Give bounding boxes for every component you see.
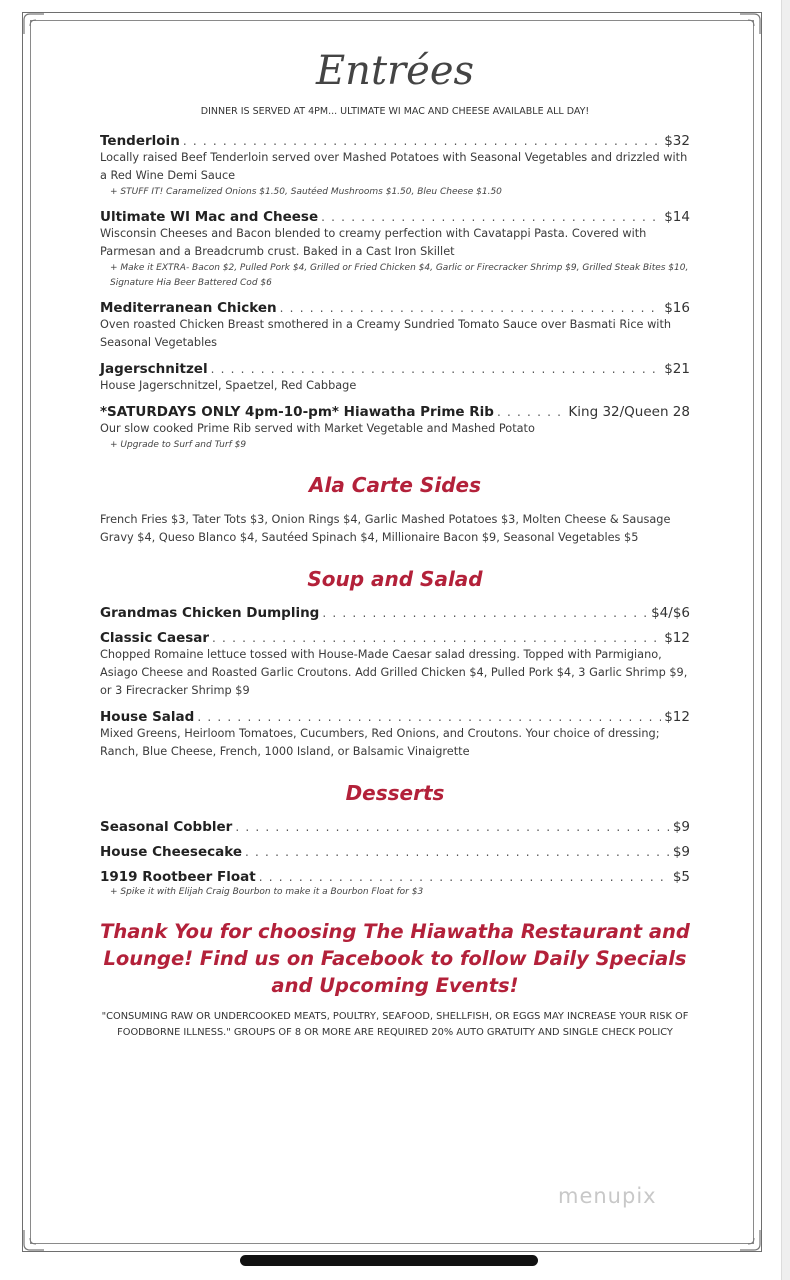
sides-list: French Fries $3, Tater Tots $3, Onion Rings $4, Garlic Mashed Potatoes $3, Molten Cheese & Sausage Gravy $4, Queso Blanco $4, Sautéed Spinach $4, Millionaire Bacon $9, Seasonal Vegetables $5 — [100, 513, 671, 544]
section-heading-desserts: Desserts — [345, 781, 445, 805]
leader-dots — [497, 405, 565, 419]
item-description: Wisconsin Cheeses and Bacon blended to creamy perfection with Cavatappi Pasta. Covered with Parmesan and a Breadcrumb crust. Baked in a Cast Iron Skillet — [100, 227, 647, 258]
menu-item — [100, 209, 690, 291]
item-name: Seasonal Cobbler — [100, 819, 233, 835]
item-name: House Salad — [100, 709, 195, 725]
menu-item — [100, 869, 690, 900]
leader-dots — [322, 606, 648, 620]
item-price: $32 — [664, 133, 690, 149]
menu-item — [100, 300, 690, 352]
page-title: Entrées — [315, 48, 475, 94]
item-name: *SATURDAYS ONLY 4pm-10-pm* Hiawatha Prime Rib — [100, 404, 494, 420]
serving-note: DINNER IS SERVED AT 4PM... ULTIMATE WI MAC AND CHEESE AVAILABLE ALL DAY! — [200, 106, 590, 117]
home-indicator[interactable] — [240, 1255, 538, 1266]
menu-item — [100, 404, 690, 453]
leader-dots — [211, 362, 662, 376]
item-name: 1919 Rootbeer Float — [100, 869, 256, 885]
item-price: $16 — [664, 300, 690, 316]
item-description: Chopped Romaine lettuce tossed with House-Made Caesar salad dressing. Topped with Parmigiano, Asiago Cheese and Roasted Garlic Croutons. Add Grilled Chicken $4, Pulled Pork $4, 3 Garlic Shrimp $9, or 3 Firecracker Shrimp $9 — [100, 648, 688, 697]
corner-ornament-icon — [738, 12, 762, 36]
menu-content — [100, 48, 690, 1041]
item-name: House Cheesecake — [100, 844, 242, 860]
leader-dots — [259, 870, 670, 884]
menu-item — [100, 819, 690, 835]
item-description: Oven roasted Chicken Breast smothered in a Creamy Sundried Tomato Sauce over Basmati Rice with Seasonal Vegetables — [100, 318, 672, 349]
item-price: $9 — [672, 844, 690, 860]
item-price: King 32/Queen 28 — [568, 404, 690, 420]
item-price: $14 — [664, 209, 690, 225]
item-addon: + Make it EXTRA- Bacon $2, Pulled Pork $4, Grilled or Fried Chicken $4, Garlic or Firecracker Shrimp $9, Grilled Steak Bites $10, Signature Hia Beer Battered Cod $6 — [110, 263, 689, 288]
menu-item — [100, 709, 690, 761]
corner-ornament-icon — [738, 1228, 762, 1252]
section-heading-sides: Ala Carte Sides — [309, 473, 481, 497]
item-description: Our slow cooked Prime Rib served with Market Vegetable and Mashed Potato — [100, 422, 535, 435]
item-description: Locally raised Beef Tenderloin served over Mashed Potatoes with Seasonal Vegetables and drizzled with a Red Wine Demi Sauce — [100, 151, 688, 182]
item-name: Ultimate WI Mac and Cheese — [100, 209, 319, 225]
corner-ornament-icon — [22, 12, 46, 36]
food-safety-disclaimer: "CONSUMING RAW OR UNDERCOOKED MEATS, POULTRY, SEAFOOD, SHELLFISH, OR EGGS MAY INCREASE YOUR RISK OF FOODBORNE ILLNESS." GROUPS OF 8 OR MORE ARE REQUIRED 20% AUTO GRATUITY AND SINGLE CHECK POLICY — [101, 1011, 689, 1038]
item-price: $4/$6 — [651, 605, 690, 621]
item-name: Grandmas Chicken Dumpling — [100, 605, 320, 621]
leader-dots — [197, 710, 661, 724]
thank-you-message: Thank You for choosing The Hiawatha Restaurant and Lounge! Find us on Facebook to follow Daily Specials and Upcoming Events! — [100, 920, 690, 997]
section-heading-soup-salad: Soup and Salad — [307, 567, 483, 591]
watermark-logo: menupix — [558, 1184, 657, 1208]
menu-item — [100, 133, 690, 200]
item-description: House Jagerschnitzel, Spaetzel, Red Cabbage — [100, 379, 357, 392]
leader-dots — [212, 631, 661, 645]
item-addon: + STUFF IT! Caramelized Onions $1.50, Sautéed Mushrooms $1.50, Bleu Cheese $1.50 — [110, 187, 502, 197]
scrollbar[interactable] — [781, 0, 790, 1280]
corner-ornament-icon — [22, 1228, 46, 1252]
leader-dots — [280, 301, 662, 315]
item-price: $21 — [664, 361, 690, 377]
leader-dots — [235, 820, 670, 834]
menu-item — [100, 630, 690, 700]
item-name: Classic Caesar — [100, 630, 210, 646]
item-name: Mediterranean Chicken — [100, 300, 277, 316]
item-price: $12 — [664, 709, 690, 725]
menu-item — [100, 844, 690, 860]
menu-item — [100, 361, 690, 395]
menu-item — [100, 605, 690, 621]
item-addon: + Spike it with Elijah Craig Bourbon to make it a Bourbon Float for $3 — [110, 887, 424, 897]
item-name: Tenderloin — [100, 133, 180, 149]
leader-dots — [321, 210, 661, 224]
item-name: Jagerschnitzel — [100, 361, 208, 377]
item-description: Mixed Greens, Heirloom Tomatoes, Cucumbers, Red Onions, and Croutons. Your choice of dressing; Ranch, Blue Cheese, French, 1000 Island, or Balsamic Vinaigrette — [100, 727, 660, 758]
leader-dots — [183, 134, 661, 148]
item-price: $9 — [672, 819, 690, 835]
leader-dots — [245, 845, 670, 859]
item-price: $12 — [664, 630, 690, 646]
item-price: $5 — [672, 869, 690, 885]
item-addon: + Upgrade to Surf and Turf $9 — [110, 440, 247, 450]
